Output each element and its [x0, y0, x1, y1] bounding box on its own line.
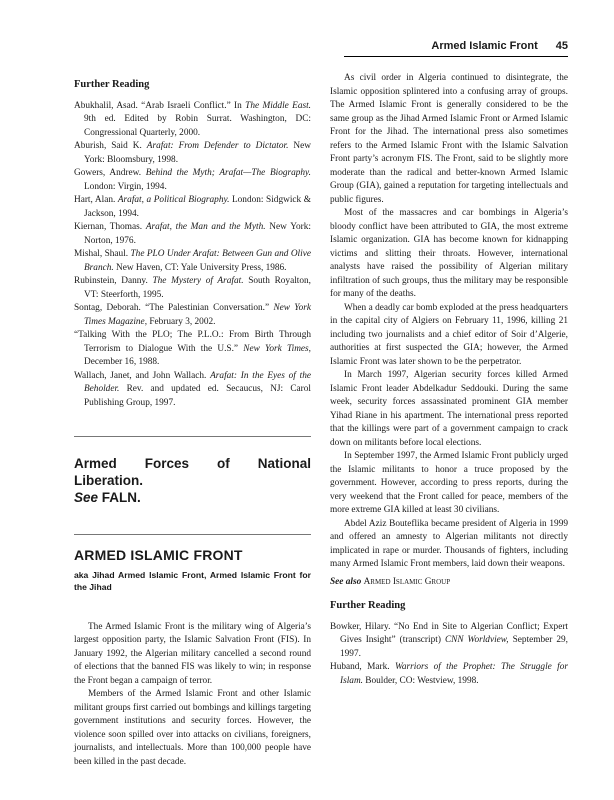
bibliography-publication: New York: Bloomsbury, 1998.	[84, 141, 311, 165]
bibliography-title: Arafat, a Political Biography.	[117, 195, 230, 205]
bibliography-author: Hart, Alan.	[74, 195, 118, 205]
bibliography-publication: September 29, 1997.	[340, 635, 569, 659]
entry-paragraph: Members of the Armed Islamic Front and other Islamic militant groups first carried out bombings and killings targeting government institutions and security forces. However, the violence soon spilled over into attacks on civilians, foreigners, journalists, and intellectuals. More than 100,000 people have been killed in the past decade.	[74, 689, 311, 767]
right-column	[330, 72, 568, 688]
bibliography-entry	[74, 329, 311, 370]
bibliography-author: Bowker, Hilary. “No End in Site to Algerian Conflict; Expert Gives Insight” (transcript)	[330, 621, 568, 645]
further-reading-heading: Further Reading	[330, 600, 406, 611]
bibliography-entry	[330, 661, 568, 688]
entry-title: ARMED ISLAMIC FRONT	[74, 547, 243, 563]
see-also	[330, 576, 568, 590]
bibliography-title: New York Times Magazine,	[84, 303, 312, 327]
see-label: See	[74, 490, 99, 505]
entry-paragraph: Abdel Aziz Bouteflika became president of Algeria in 1999 and offered an amnesty to Algerian militants not directly implicated in rape or murder. Thousands of fighters, including many Armed Islamic Front members, laid down their weapons.	[330, 518, 568, 569]
bibliography-publication: February 3, 2002.	[147, 316, 216, 327]
bibliography-entry	[74, 275, 311, 302]
bibliography-publication: London: Sidgwick & Jackson, 1994.	[84, 195, 311, 219]
bibliography-title: New York Times,	[243, 343, 311, 354]
bibliography-author: Kiernan, Thomas.	[74, 222, 146, 232]
bibliography-publication: December 16, 1988.	[84, 357, 160, 367]
bibliography-publication: New York: Norton, 1976.	[84, 222, 311, 246]
bibliography-publication: London: Virgin, 1994.	[84, 181, 167, 192]
bibliography-author: Abukhalil, Asad. “Arab Israeli Conflict.” In	[74, 100, 246, 111]
bibliography-title: Arafat, the Man and the Myth.	[145, 222, 266, 232]
further-reading-heading: Further Reading	[74, 79, 150, 90]
bibliography-entry	[74, 370, 311, 411]
bibliography-entry	[74, 248, 311, 275]
bibliography-publication: Rev. and updated ed. Secaucus, NJ: Carol Publishing Group, 1997.	[84, 384, 311, 408]
cross-reference-entry	[74, 455, 311, 506]
bibliography-publication: Boulder, CO: Westview, 1998.	[362, 675, 479, 686]
entry-paragraph: In March 1997, Algerian security forces killed Armed Islamic Front leader Abdelkadur Seddouki. During the same week, security forces assassinated prominent GIA member Yihad Riane in his apartment. The international press reported that the killings were part of a government campaign to crack down on militants before local elections.	[330, 370, 568, 448]
bibliography-entry	[74, 194, 311, 221]
bibliography-entry	[330, 621, 568, 662]
bibliography-author: Wallach, Janet, and John Wallach.	[74, 370, 211, 381]
bibliography-entry	[74, 140, 311, 167]
see-also-label: See also	[330, 576, 362, 587]
see-also-link[interactable]: Armed Islamic Group	[363, 576, 451, 587]
bibliography-publication: South Royalton, VT: Steerforth, 1995.	[84, 276, 311, 300]
bibliography-publication: New Haven, CT: Yale University Press, 1986.	[113, 262, 287, 273]
entry-paragraph: In September 1997, the Armed Islamic Front publicly urged the Islamic militants to honor a truce proposed by the government. However, according to press reports, during the very weekend that the Front called for peace, members of the more extreme GIA killed at least 30 civilians.	[330, 451, 568, 515]
bibliography-title: Arafat: In the Eyes of the Beholder.	[84, 370, 311, 394]
bibliography-author: Gowers, Andrew.	[74, 168, 146, 178]
bibliography-entry	[74, 100, 311, 141]
entry-paragraph: As civil order in Algeria continued to disintegrate, the Islamic opposition splintered into a confusing array of groups. The Armed Islamic Front is generally considered to be the same group as the Jihad Armed Islamic Front or Armed Islamic Front for the Jihad. The international press also sometimes refers to the Armed Islamic Front with the Islamic Salvation Front party’s acronym FIS. The Front, said to be slightly more moderate than the radical and better-known Armed Islamic Group (GIA), gained a reputation for targeting intellectuals and public figures.	[330, 73, 568, 205]
bibliography-title: CNN Worldview,	[444, 635, 509, 645]
bibliography-list	[330, 621, 568, 689]
left-column	[74, 72, 311, 769]
bibliography-entry	[74, 221, 311, 248]
bibliography-title: Warriors of the Prophet: The Struggle for Islam.	[340, 662, 569, 686]
bibliography-author: Aburish, Said K.	[74, 141, 147, 151]
bibliography-title: Arafat: From Defender to Dictator.	[146, 141, 289, 151]
bibliography-entry	[74, 302, 311, 329]
bibliography-author: Sontag, Deborah. “The Palestinian Conversation.”	[74, 303, 274, 313]
entry-aka: aka Jihad Armed Islamic Front, Armed Islamic Front for the Jihad	[74, 569, 311, 592]
entry-paragraph: The Armed Islamic Front is the military wing of Algeria’s largest opposition party, the Islamic Salvation Front (FIS). In January 1992, the Algerian military cancelled a second round of elections that the banned FIS was likely to win; in response the Front began a campaign of terror.	[74, 621, 311, 686]
bibliography-author: “Talking With the PLO; The P.L.O.: From Birth Through Terrorism to Dialogue With the U.S.”	[74, 330, 311, 354]
bibliography-publication: 9th ed. Edited by Robin Surrat. Washington, DC: Congressional Quarterly, 2000.	[84, 114, 311, 138]
bibliography-author: Mishal, Shaul.	[74, 249, 131, 259]
page-number: 45	[555, 40, 568, 52]
running-header-title: Armed Islamic Front	[431, 40, 538, 52]
bibliography-title: Behind the Myth; Arafat—The Biography.	[145, 168, 311, 178]
bibliography-title: The Middle East.	[245, 100, 311, 111]
entry-paragraph: Most of the massacres and car bombings in Algeria’s bloody conflict have been attributed to GIA, the most extreme Islamic organization. GIA has become known for kidnapping victims and slitting their throats. However, international analysts have raised the possibility of Algerian military infiltration of such groups, thus the military may be responsible for many of the deaths.	[330, 208, 568, 299]
bibliography-list	[74, 100, 311, 411]
cross-reference-title: Armed Forces of National Liberation.	[74, 456, 311, 488]
cross-reference-target: FALN.	[101, 490, 141, 505]
running-header	[344, 40, 568, 57]
bibliography-entry	[74, 167, 311, 194]
bibliography-author: Rubinstein, Danny.	[74, 276, 153, 286]
bibliography-title: The Mystery of Arafat.	[152, 276, 244, 286]
bibliography-title: The PLO Under Arafat: Between Gun and Olive Branch.	[84, 249, 311, 273]
bibliography-author: Huband, Mark.	[330, 662, 395, 672]
entry-paragraph: When a deadly car bomb exploded at the press headquarters in the capital city of Algiers on February 11, 1996, killing 21 including two journalists and a chief editor of Soir d’Algerie, authorities at first suspected the GIA; however, the Armed Islamic Front was later shown to be the perpetrator.	[330, 302, 568, 367]
